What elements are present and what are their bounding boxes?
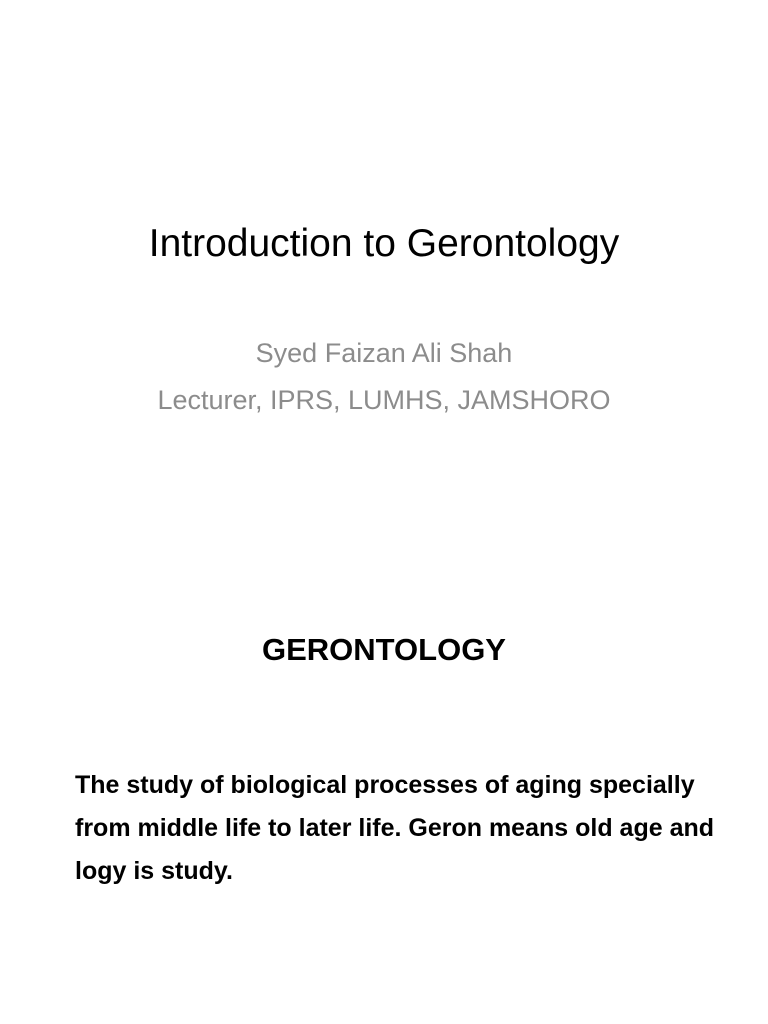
slide-definition <box>0 512 768 1024</box>
definition-heading: GERONTOLOGY <box>261 632 506 667</box>
slide-title-text: Introduction to Gerontology <box>148 222 620 265</box>
author-affiliation: Lecturer, IPRS, LUMHS, JAMSHORO <box>157 385 611 415</box>
definition-body: The study of biological processes of aging specially from middle life to later life. Geron means old age and logy is study. <box>75 771 715 885</box>
author-name: Syed Faizan Ali Shah <box>255 338 513 368</box>
